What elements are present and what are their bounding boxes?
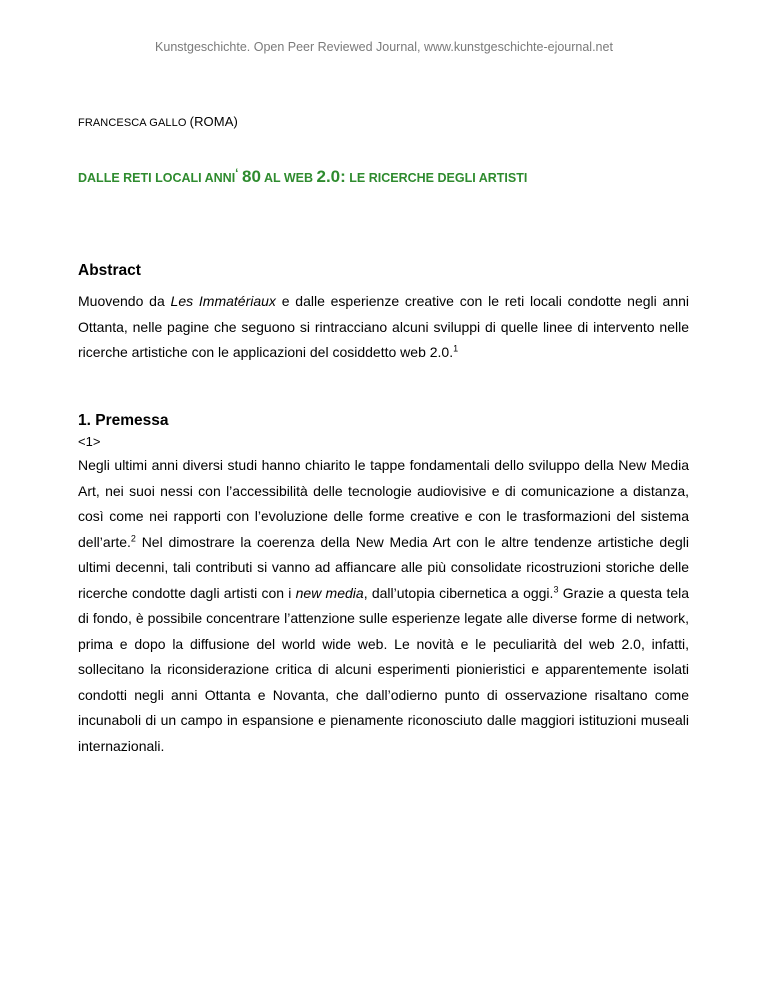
title-part2: AL WEB (263, 171, 314, 186)
title-part3: LE RICERCHE DEGLI ARTISTI (349, 171, 528, 186)
abstract-italic-1: Les Immatériaux (170, 293, 276, 309)
abstract-text-2: e dalle esperienze creative con le reti locali condotte negli anni Ottanta, nelle pagine che seguono si rintracciano alcuni sviluppi di quelle linee di intervento nelle ricerche artistiche con le applicazioni del cosiddetto web 2.0. (78, 293, 690, 360)
author-place: (ROMA) (189, 114, 238, 129)
author-name: FRANCESCA GALLO (78, 117, 187, 129)
premessa-paragraph (78, 453, 689, 759)
author-line (78, 114, 238, 129)
premessa-italic-1: new media (295, 584, 364, 601)
footnote-ref-1[interactable]: 1 (453, 343, 459, 354)
abstract-paragraph (78, 289, 689, 366)
title-num2: 2.0: (316, 167, 346, 187)
footnote-ref-2[interactable]: 2 (130, 532, 136, 543)
premessa-text-4: Grazie a questa tela di fondo, è possibile concentrare l’attenzione sulle esperienze legate alle diverse forme di network, prima e dopo la diffusione del world wide web. Le novità e le peculiarità del web 2.0, infatti, sollecitano la riconsiderazione critica di alcuni esperimenti pionieristici e apparentemente isolati condotti negli anni Ottanta e Novanta, che dall’odierno punto di osservazione risaltano come incunaboli di un campo in espansione e pienamente riconosciuto dalle maggiori istituzioni museali internazionali. (78, 584, 690, 754)
footnote-ref-3[interactable]: 3 (553, 583, 559, 594)
premessa-text-3: , dall’utopia cibernetica a oggi. (363, 584, 554, 601)
abstract-text-1: Muovendo da (78, 293, 171, 309)
title-part1: DALLE RETI LOCALI ANNI (78, 171, 236, 186)
article-title (78, 166, 527, 187)
paragraph-number: <1> (78, 434, 101, 449)
running-header: Kunstgeschichte. Open Peer Reviewed Journal, www.kunstgeschichte-ejournal.net (155, 40, 613, 54)
title-num1: 80 (242, 167, 261, 187)
premessa-text-1: Negli ultimi anni diversi studi hanno chiarito le tappe fondamentali dello sviluppo della New Media Art, nei suoi nessi con l’accessibilità delle tecnologie audiovisive e di comunicazione a distanza, così come nei rapporti con l’evoluzione delle forme creative e con le trasformazioni del sistema dell’arte. (78, 457, 689, 550)
section-heading: 1. Premessa (78, 412, 169, 429)
abstract-heading: Abstract (78, 262, 141, 279)
premessa-text-2: Nel dimostrare la coerenza della New Media Art con le altre tendenze artistiche degli ultimi decenni, tali contributi si vanno ad affiancare alle più consolidate ricostruzioni storiche delle ricerche condotte dagli artisti con i (78, 533, 689, 601)
title-quote: ‘ (235, 166, 239, 180)
